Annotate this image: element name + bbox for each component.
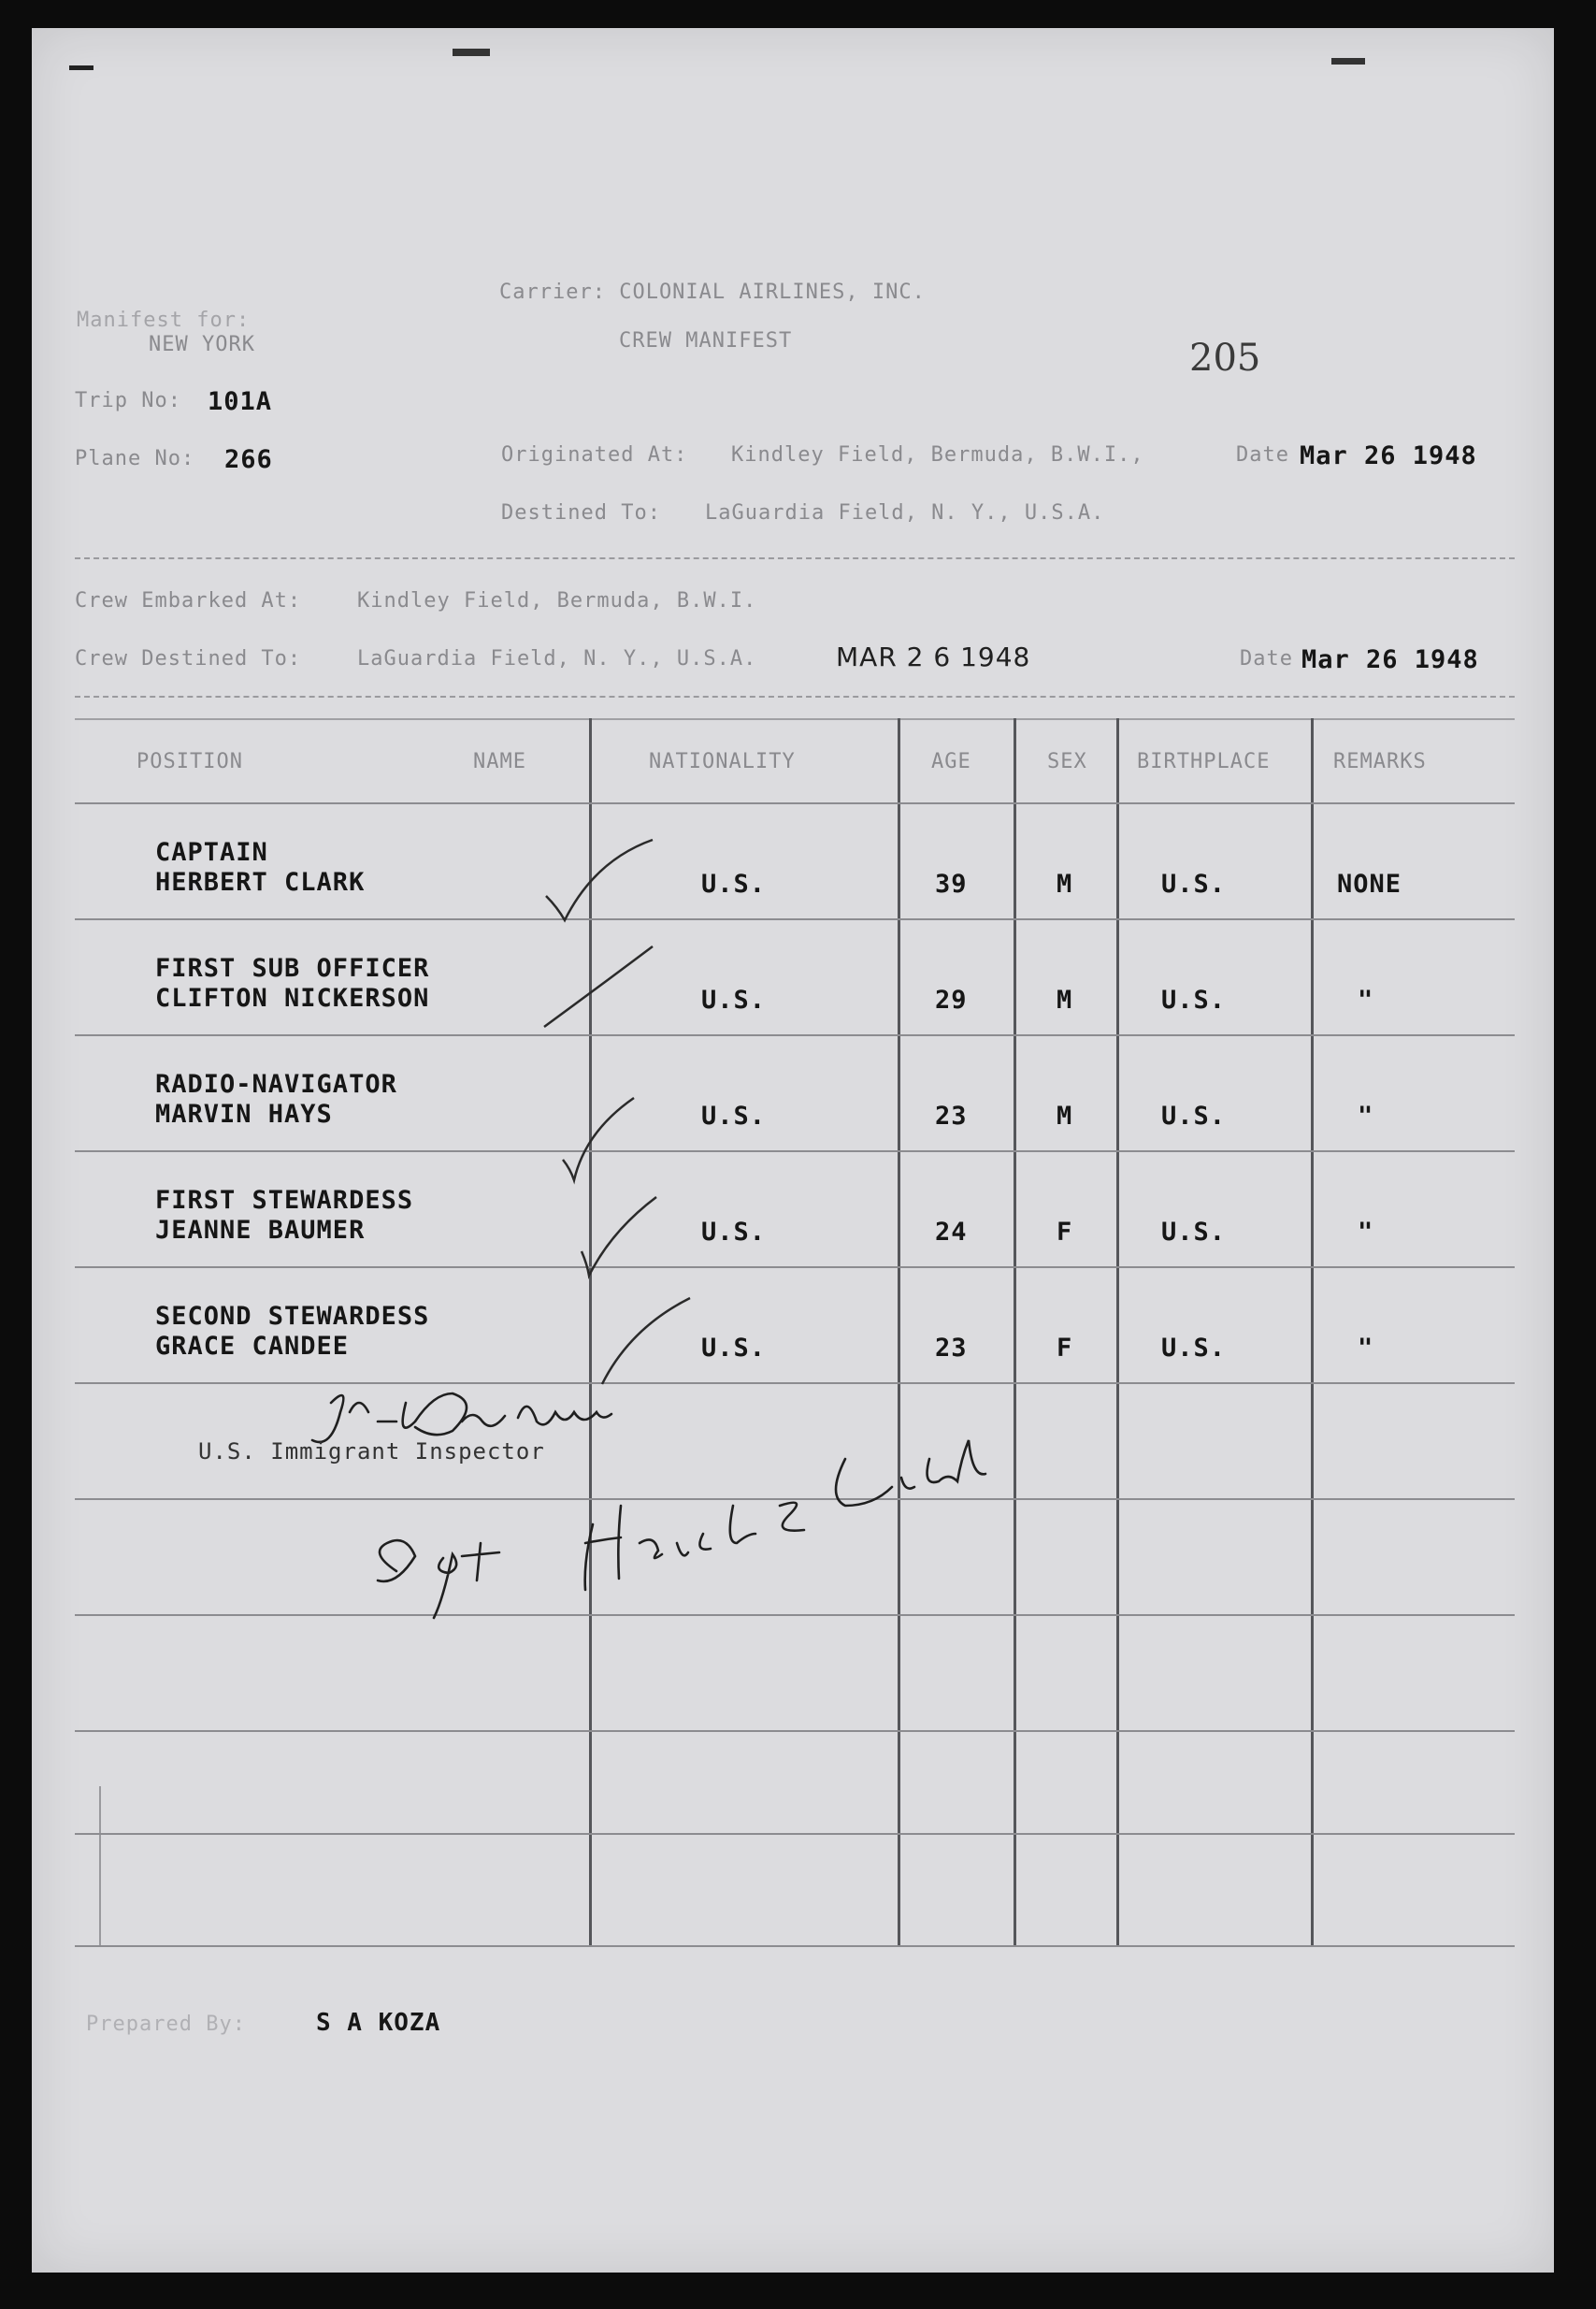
page-number: 205 (1189, 337, 1261, 380)
plane-label: Plane No: (75, 447, 195, 470)
row-rule (75, 1833, 1515, 1835)
trip-label: Trip No: (75, 389, 181, 412)
check-mark-icon (537, 926, 677, 1047)
manifest-date: Mar 26 1948 (1300, 441, 1477, 470)
crew-age: 29 (935, 986, 968, 1015)
divider (75, 696, 1515, 698)
crew-date: Mar 26 1948 (1301, 645, 1479, 674)
crew-embarked-label: Crew Embarked At: (75, 589, 302, 613)
crew-name: JEANNE BAUMER (155, 1216, 366, 1245)
crew-remarks: NONE (1337, 870, 1402, 899)
header-birthplace: BIRTHPLACE (1137, 750, 1271, 773)
document-title: CREW MANIFEST (619, 329, 793, 353)
prepared-label: Prepared By: (86, 2013, 246, 2036)
column-rule (1311, 718, 1314, 1945)
prepared-by: S A KOZA (316, 2009, 441, 2037)
crew-birthplace: U.S. (1161, 870, 1227, 899)
manifest-label: Manifest for: (77, 309, 251, 332)
manifest-page (32, 28, 1554, 2273)
column-rule (99, 1786, 101, 1945)
divider (75, 557, 1515, 559)
carrier-name: Carrier: COLONIAL AIRLINES, INC. (499, 281, 926, 304)
crew-destined-label: Crew Destined To: (75, 647, 302, 671)
date-stamp: MAR 2 6 1948 (836, 642, 1031, 672)
captain-signature-icon (340, 1403, 1070, 1627)
plane-number: 266 (224, 445, 273, 474)
crew-name: HERBERT CLARK (155, 868, 366, 897)
header-nationality: NATIONALITY (649, 750, 796, 773)
originated-at: Kindley Field, Bermuda, B.W.I., (731, 443, 1144, 467)
header-age: AGE (931, 750, 971, 773)
row-rule (75, 1150, 1515, 1152)
crew-name: MARVIN HAYS (155, 1100, 333, 1129)
column-rule (898, 718, 900, 1945)
crew-remarks: " (1358, 986, 1374, 1015)
row-rule (75, 1034, 1515, 1036)
crew-nationality: U.S. (701, 1334, 767, 1363)
crew-remarks: " (1358, 1102, 1374, 1131)
crew-sex: M (1057, 986, 1073, 1015)
crew-age: 23 (935, 1102, 968, 1131)
row-rule (75, 918, 1515, 920)
crew-birthplace: U.S. (1161, 1102, 1227, 1131)
crew-birthplace: U.S. (1161, 986, 1227, 1015)
crew-remarks: " (1358, 1334, 1374, 1363)
originated-label: Originated At: (501, 443, 688, 467)
inspector-title: U.S. Immigrant Inspector (198, 1438, 545, 1465)
crew-position: SECOND STEWARDESS (155, 1302, 430, 1331)
destined-to: LaGuardia Field, N. Y., U.S.A. (705, 501, 1105, 525)
crew-nationality: U.S. (701, 986, 767, 1015)
ink-speck (1331, 58, 1365, 65)
crew-name: CLIFTON NICKERSON (155, 984, 430, 1013)
crew-position: FIRST STEWARDESS (155, 1186, 414, 1215)
header-remarks: REMARKS (1333, 750, 1427, 773)
crew-nationality: U.S. (701, 1218, 767, 1247)
destined-label: Destined To: (501, 501, 661, 525)
date-label: Date (1236, 443, 1289, 467)
crew-nationality: U.S. (701, 1102, 767, 1131)
crew-sex: F (1057, 1334, 1073, 1363)
crew-position: RADIO-NAVIGATOR (155, 1070, 397, 1099)
ink-speck (69, 65, 93, 70)
crew-embarked-at: Kindley Field, Bermuda, B.W.I. (357, 589, 757, 613)
row-rule (75, 1730, 1515, 1732)
crew-sex: M (1057, 1102, 1073, 1131)
header-position: POSITION (137, 750, 243, 773)
crew-sex: F (1057, 1218, 1073, 1247)
crew-nationality: U.S. (701, 870, 767, 899)
header-sex: SEX (1047, 750, 1087, 773)
crew-age: 24 (935, 1218, 968, 1247)
row-rule (75, 1945, 1515, 1947)
row-rule (75, 802, 1515, 804)
crew-destined-to: LaGuardia Field, N. Y., U.S.A. (357, 647, 757, 671)
crew-sex: M (1057, 870, 1073, 899)
crew-birthplace: U.S. (1161, 1218, 1227, 1247)
divider (75, 718, 1515, 720)
crew-remarks: " (1358, 1218, 1374, 1247)
ink-speck (453, 49, 490, 56)
trip-number: 101A (208, 387, 273, 416)
crew-position: CAPTAIN (155, 838, 268, 867)
header-name: NAME (473, 750, 526, 773)
column-rule (1116, 718, 1119, 1945)
crew-position: FIRST SUB OFFICER (155, 954, 430, 983)
crew-birthplace: U.S. (1161, 1334, 1227, 1363)
crew-age: 39 (935, 870, 968, 899)
column-rule (1014, 718, 1016, 1945)
row-rule (75, 1266, 1515, 1268)
port-name: NEW YORK (149, 333, 255, 356)
crew-age: 23 (935, 1334, 968, 1363)
crew-date-label: Date (1240, 647, 1293, 671)
check-mark-icon (544, 1178, 684, 1300)
crew-name: GRACE CANDEE (155, 1332, 350, 1361)
